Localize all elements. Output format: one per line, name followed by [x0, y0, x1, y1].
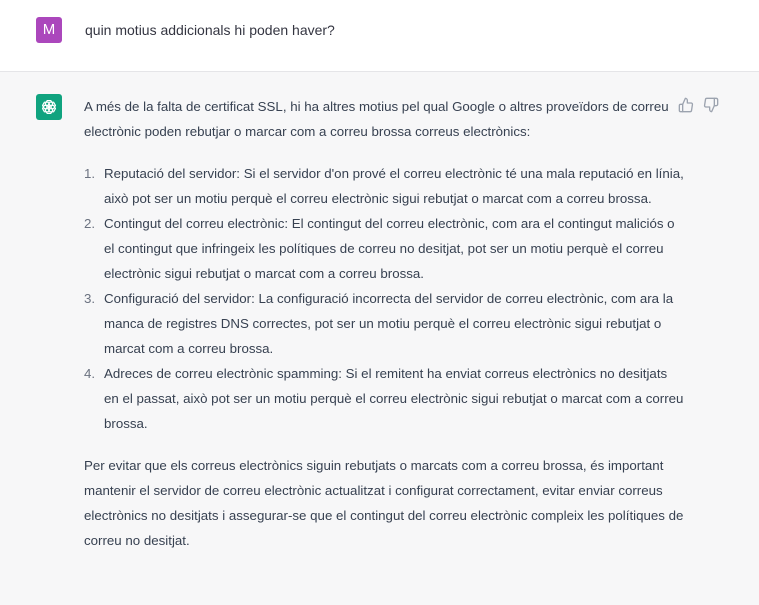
reasons-list: [84, 161, 684, 436]
assistant-message-row: [0, 72, 759, 605]
list-item-text: Adreces de correu electrònic spamming: Si el remitent ha enviat correus electrònics no desitjats en el passat, això pot ser un motiu perquè el correu electrònic sigui rebutjat o marcat com a correu brossa.: [104, 366, 684, 431]
user-message-text: quin motius addicionals hi poden haver?: [85, 22, 335, 38]
list-item: [84, 286, 684, 361]
thumbs-up-icon: [678, 97, 694, 113]
list-item: [84, 361, 684, 436]
list-item-number: 1.: [84, 166, 96, 181]
thumbs-up-button[interactable]: [678, 97, 694, 113]
thumbs-down-icon: [703, 97, 719, 113]
list-item-text: Reputació del servidor: Si el servidor d'on prové el correu electrònic té una mala reputació en línia, això pot ser un motiu perquè el correu electrònic sigui rebutjat o marcat com a correu brossa.: [104, 166, 684, 206]
list-item-text: Contingut del correu electrònic: El contingut del correu electrònic, com ara el contingut maliciós o el contingut que infringeix les polítiques de correu no desitjat, pot ser un motiu perquè el correu electrònic sigui rebutjat o marcat com a correu brossa.: [104, 216, 675, 281]
thumbs-down-button[interactable]: [703, 97, 719, 113]
list-item-text: Configuració del servidor: La configuració incorrecta del servidor de correu electrònic, com ara la manca de registres DNS correctes, pot ser un motiu perquè el correu electrònic sigui rebutjat o marcat com a correu brossa.: [104, 291, 674, 356]
list-item: [84, 161, 684, 211]
assistant-message-content: [84, 94, 684, 553]
list-item: [84, 211, 684, 286]
list-item-number: 4.: [84, 366, 96, 381]
assistant-intro-paragraph: A més de la falta de certificat SSL, hi ha altres motius pel qual Google o altres proveïdors de correu electrònic poden rebutjar o marcar com a correu brossa correus electrònics:: [84, 99, 669, 139]
assistant-conclusion-paragraph: Per evitar que els correus electrònics siguin rebutjats o marcats com a correu brossa, és important mantenir el servidor de correu electrònic actualitzat i configurat correctament, evitar enviar correus electrònics no desitjats i assegurar-se que el contingut del correu electrònic compleix les polítiques de correu no desitjat.: [84, 458, 684, 548]
openai-logo-icon: [40, 98, 58, 116]
list-item-number: 2.: [84, 216, 96, 231]
list-item-number: 3.: [84, 291, 96, 306]
user-message-row: [0, 0, 759, 72]
assistant-avatar: [36, 94, 62, 120]
user-avatar: M: [36, 17, 62, 43]
